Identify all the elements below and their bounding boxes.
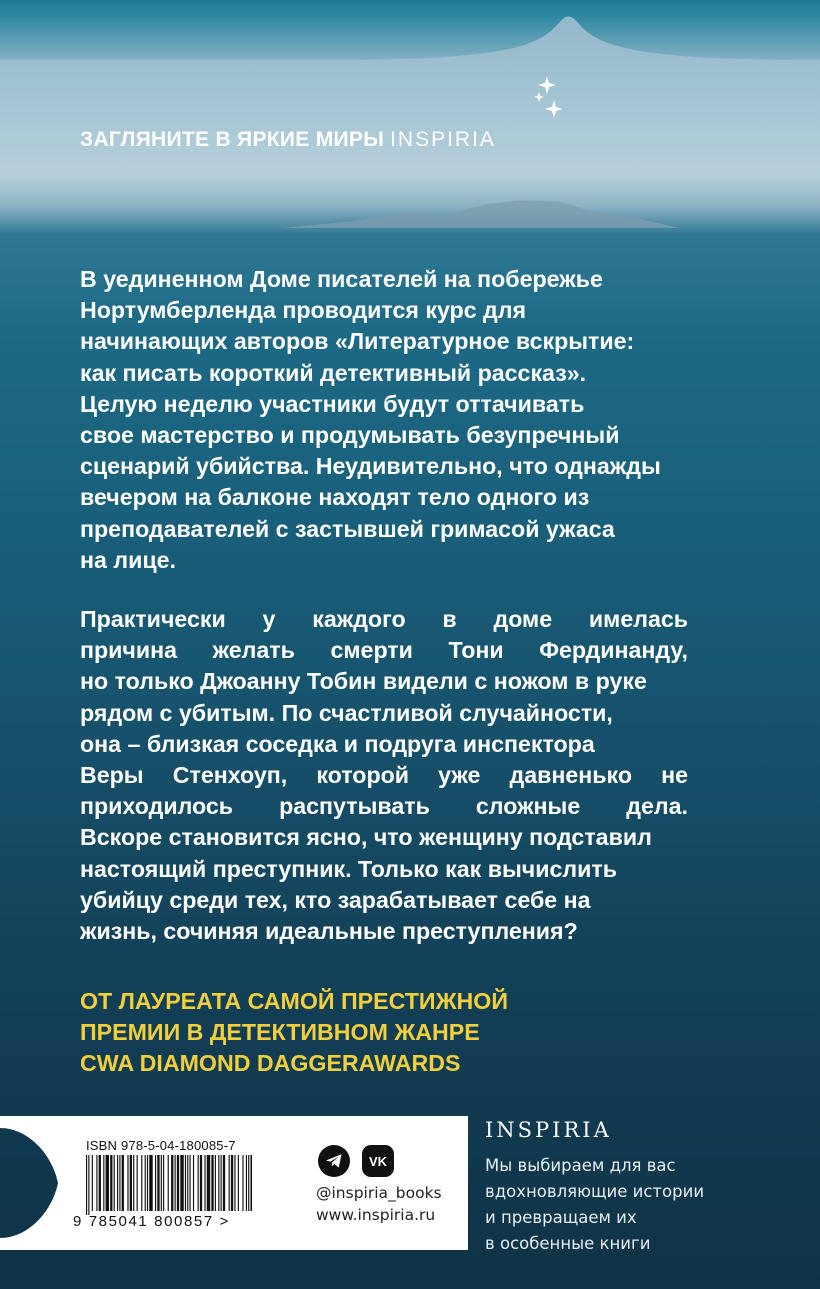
text-line: свое мастерство и продумывать безупречный [80, 422, 620, 449]
text-line: на лице. [80, 546, 176, 573]
text-line: Вскоре становится ясно, что женщину подставил [80, 824, 652, 851]
text-line: Веры Стенхоуп, которой уже давненько не [80, 762, 688, 789]
text-line: В уединенном Доме писателей на побережье [80, 266, 603, 292]
barcode-digits: 9 785041 800857 > [73, 1213, 230, 1230]
award-line: CWA DIAMOND DAGGERAWARDS [80, 1050, 461, 1077]
vk-glyph: VK [368, 1153, 388, 1169]
text-line: убийцу среди тех, кто зарабатывает себе на [80, 886, 591, 913]
isbn-label: ISBN 978-5-04-180085-7 [86, 1138, 236, 1153]
tagline-line: Мы выбираем для вас [485, 1156, 676, 1175]
header-title: ЗАГЛЯНИТЕ В ЯРКИЕ МИРЫ [80, 128, 385, 151]
telegram-plane-icon [325, 1153, 343, 1169]
text-line: она – близкая соседка и подруга инспектора [80, 730, 595, 757]
text-line: Целую неделю участники будут оттачивать [80, 390, 585, 417]
top-band [0, 0, 820, 60]
tagline-line: и превращаем их [485, 1208, 637, 1227]
sparkles-icon [533, 76, 563, 122]
text-line: преподавателей с застывшей гримасой ужаса [80, 515, 615, 542]
vk-icon[interactable] [362, 1145, 394, 1177]
header-banner [80, 128, 600, 152]
award-line: ПРЕМИИ В ДЕТЕКТИВНОМ ЖАНРЕ [80, 1019, 480, 1046]
telegram-icon[interactable] [318, 1145, 350, 1177]
text-line: Практически у каждого в доме имелась [80, 606, 688, 632]
tagline-line: в особенные книги [485, 1234, 651, 1253]
publisher-brand: INSPIRIA [485, 1118, 612, 1142]
header-brand: INSPIRIA [390, 128, 496, 151]
social-handle[interactable]: @inspiria_books [316, 1184, 442, 1202]
text-line: как писать короткий детективный рассказ». [80, 359, 587, 386]
description-paragraph-2 [80, 604, 720, 947]
barcode [86, 1155, 252, 1215]
text-line: но только Джоанну Тобин видели с ножом в руке [80, 668, 647, 695]
text-line: приходилось распутывать сложные дела. [80, 793, 688, 820]
text-line: рядом с убитым. По счастливой случайности, [80, 699, 613, 726]
description-paragraph-1 [80, 264, 720, 576]
text-line: сценарий убийства. Неудивительно, что однажды [80, 453, 661, 480]
award-line: ОТ ЛАУРЕАТА САМОЙ ПРЕСТИЖНОЙ [80, 988, 508, 1014]
island-silhouette [280, 198, 680, 228]
text-line: причина желать смерти Тони Фердинанду, [80, 637, 688, 664]
tagline-line: вдохновляющие истории [485, 1182, 705, 1201]
text-line: жизнь, сочиняя идеальные преступления? [80, 918, 578, 945]
text-line: вечером на балконе находят тело одного из [80, 484, 590, 511]
website-link[interactable]: www.inspiria.ru [316, 1206, 436, 1224]
text-line: настоящий преступник. Только как вычислить [80, 855, 617, 882]
text-line: начинающих авторов «Литературное вскрытие: [80, 328, 635, 355]
publisher-tagline [485, 1153, 704, 1257]
text-line: Нортумберленда проводится курс для [80, 297, 527, 324]
award-callout [80, 986, 508, 1080]
